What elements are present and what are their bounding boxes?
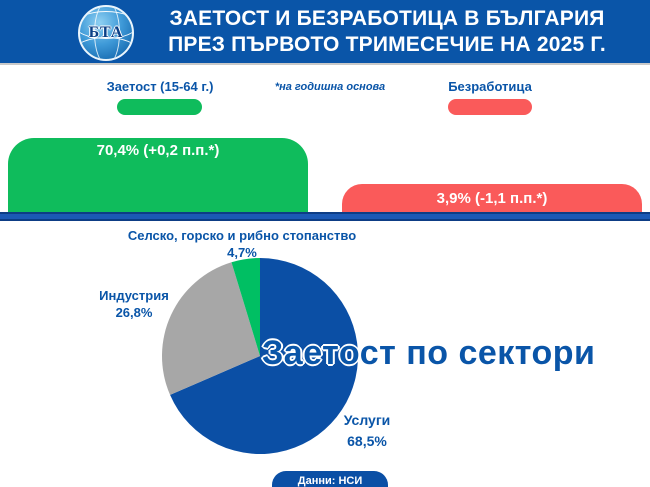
legend-note: *на годишна основа xyxy=(274,81,386,93)
unemployment-bar-value: 3,9% (-1,1 п.п.*) xyxy=(436,190,548,207)
bta-logo-text: БТА xyxy=(88,24,124,41)
header-banner xyxy=(0,0,650,65)
employment-bar-value: 70,4% (+0,2 п.п.*) xyxy=(96,142,220,159)
section-divider xyxy=(0,212,650,221)
sector-services-name: Услуги xyxy=(343,412,391,428)
sector-industry-name: Индустрия xyxy=(99,288,169,303)
page-title-line1: ЗАЕТОСТ И БЕЗРАБОТИЦА В БЪЛГАРИЯ xyxy=(169,7,605,30)
sector-label-agriculture xyxy=(92,227,392,261)
sector-agriculture-name: Селско, горско и рибно стопанство xyxy=(127,228,357,243)
legend-employment-swatch xyxy=(117,99,202,115)
legend-employment-label: Заетост (15-64 г.) xyxy=(106,79,214,94)
sector-label-services xyxy=(317,410,417,452)
pie-chart-title: Заетост по сектори xyxy=(262,334,596,372)
legend-unemployment-swatch xyxy=(448,99,532,115)
page-title-line2: ПРЕЗ ПЪРВОТО ТРИМЕСЕЧИЕ НА 2025 Г. xyxy=(168,33,606,56)
legend-unemployment-label: Безработица xyxy=(448,79,532,94)
page-title xyxy=(132,6,642,58)
sector-industry-pct: 26,8% xyxy=(115,305,153,320)
unemployment-bar xyxy=(342,184,642,212)
sector-agriculture-pct: 4,7% xyxy=(227,245,257,260)
bta-logo-icon xyxy=(78,5,134,61)
sector-label-industry xyxy=(84,287,184,321)
sector-services-pct: 68,5% xyxy=(347,433,387,449)
employment-bar xyxy=(8,138,308,212)
data-source-badge: Данни: НСИ xyxy=(272,471,388,487)
